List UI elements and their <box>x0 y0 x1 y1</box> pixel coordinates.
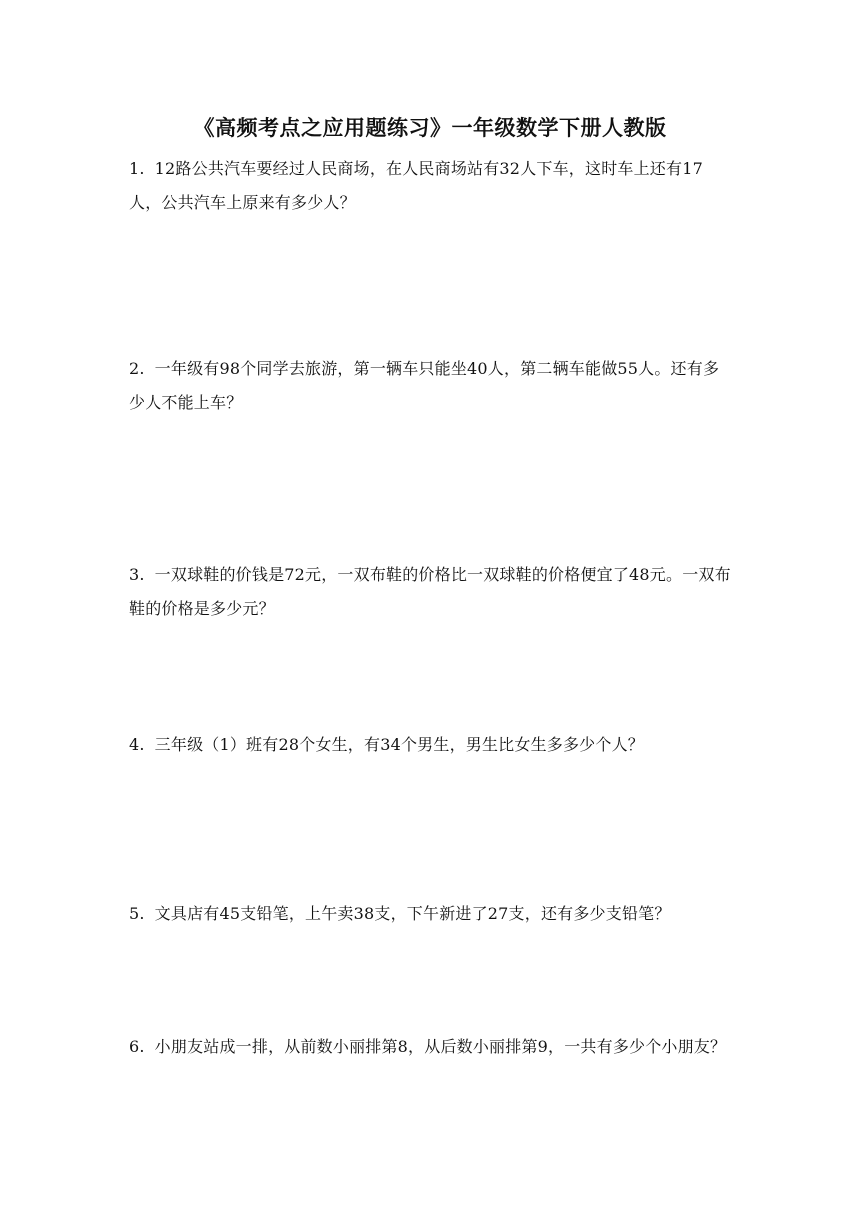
question-4 <box>129 728 735 762</box>
question-number: 6. <box>129 1037 145 1056</box>
question-5 <box>129 897 735 931</box>
question-number: 5. <box>129 904 145 923</box>
question-6 <box>129 1030 735 1064</box>
question-text: 12路公共汽车要经过人民商场，在人民商场站有32人下车，这时车上还有17人，公共汽车上原来有多少人？ <box>129 159 703 212</box>
question-number: 4. <box>129 735 145 754</box>
question-text: 一年级有98个同学去旅游，第一辆车只能坐40人，第二辆车能做55人。还有多少人不能上车？ <box>129 359 720 412</box>
page-title: 《高频考点之应用题练习》一年级数学下册人教版 <box>193 115 667 140</box>
question-text: 一双球鞋的价钱是72元，一双布鞋的价格比一双球鞋的价格便宜了48元。一双布鞋的价格是多少元？ <box>129 565 731 618</box>
question-text: 文具店有45支铅笔，上午卖38支，下午新进了27支，还有多少支铅笔？ <box>154 904 671 923</box>
question-text: 三年级（1）班有28个女生，有34个男生，男生比女生多多少个人？ <box>154 735 644 754</box>
question-3 <box>129 558 735 626</box>
question-number: 2. <box>129 359 145 378</box>
question-2 <box>129 352 735 420</box>
question-number: 1. <box>129 159 145 178</box>
question-text: 小朋友站成一排，从前数小丽排第8，从后数小丽排第9，一共有多少个小朋友？ <box>154 1037 727 1056</box>
question-number: 3. <box>129 565 145 584</box>
question-1 <box>129 152 735 220</box>
